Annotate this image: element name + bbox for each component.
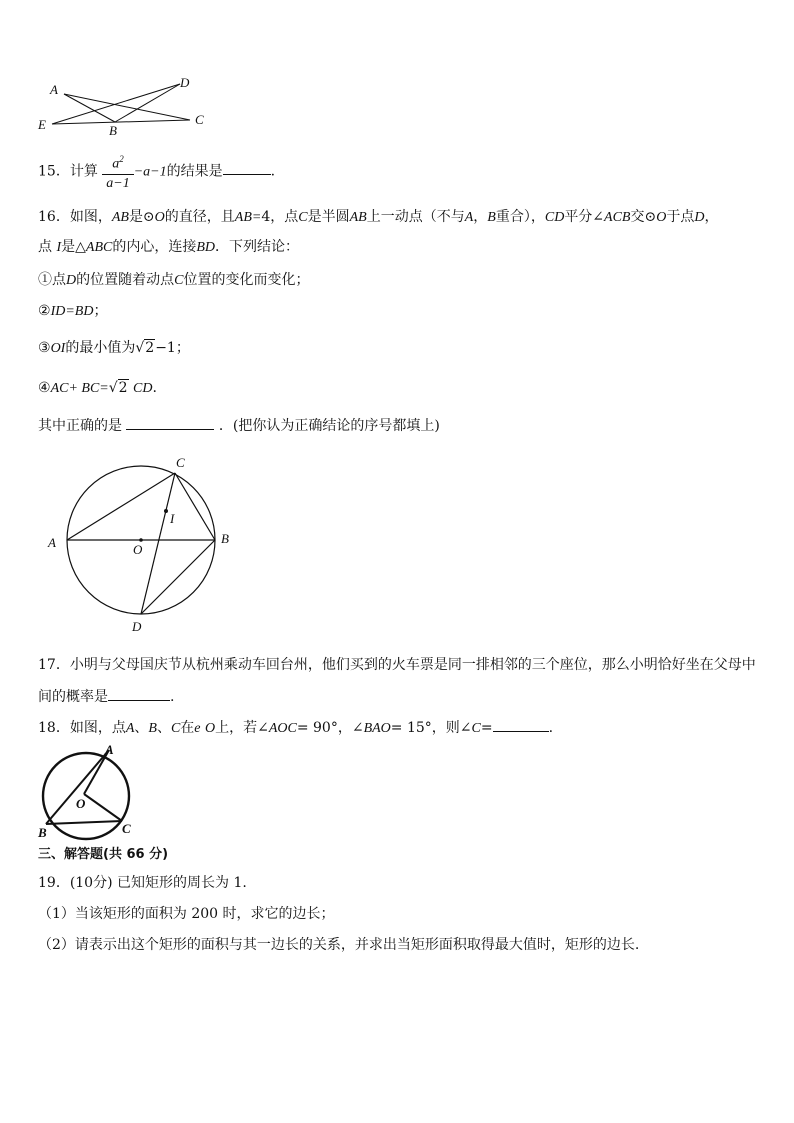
label-B: B — [109, 123, 117, 138]
q18-answer-blank[interactable] — [493, 717, 549, 732]
label-O: O — [133, 542, 143, 557]
t: AB — [349, 210, 367, 225]
q15-suffix: 的结果是 — [166, 163, 223, 180]
q16-answer-blank[interactable] — [126, 415, 214, 430]
small-circle-figure — [34, 742, 144, 842]
label-B: B — [38, 825, 47, 840]
t: AB= — [234, 210, 262, 225]
t: 4，点 — [261, 209, 299, 225]
t: . — [548, 720, 554, 736]
t: BD — [196, 240, 216, 255]
t: ABC — [85, 240, 113, 255]
t: = 15°，则∠ — [390, 720, 472, 736]
question-17-line1 — [38, 655, 756, 675]
q15-end: . — [270, 163, 276, 180]
t: OI — [50, 341, 66, 356]
t: 16．如图， — [38, 209, 112, 225]
question-19-line2 — [38, 904, 335, 924]
t: ； — [175, 340, 190, 356]
t: ② — [38, 303, 51, 319]
q15-answer-blank[interactable] — [223, 160, 271, 175]
t: CD — [544, 210, 565, 225]
sqrt-symbol: √2 — [135, 340, 155, 356]
q16-conclusion-3 — [38, 338, 190, 359]
label-C: C — [122, 821, 131, 836]
t: 2 — [118, 380, 128, 396]
t: 上一动点（不与 — [366, 209, 465, 225]
label-D: D — [132, 619, 142, 634]
t: B — [148, 721, 157, 736]
label-A: A — [105, 742, 114, 757]
label-B: B — [221, 531, 229, 546]
t: ③ — [38, 340, 51, 356]
t: D — [66, 273, 77, 288]
t: 17．小明与父母国庆节从杭州乘动车回台州，他们买到的火车票是同一排相邻的三个座位，那么小明恰好坐在父母中 — [38, 657, 756, 673]
t: 2 — [145, 340, 155, 356]
label-O: O — [76, 796, 86, 811]
t: C — [298, 210, 308, 225]
label-A: A — [50, 82, 58, 97]
t: 于点 — [666, 209, 695, 225]
section-3-heading: 三、解答题(共 66 分) — [38, 847, 169, 862]
question-19-line3 — [38, 935, 639, 955]
t: 的内心，连接 — [112, 239, 197, 255]
t: ， — [704, 209, 719, 225]
t: ACB — [604, 210, 631, 225]
t: 上，若∠ — [215, 720, 269, 736]
t: （2）请表示出这个矩形的面积与其一边长的关系，并求出当矩形面积取得最大值时，矩形的边长. — [38, 937, 640, 953]
question-17-line2 — [38, 686, 174, 707]
q15-num: a — [112, 156, 120, 172]
t: ．(把你认为正确结论的序号都填上) — [218, 418, 440, 434]
question-16-line1 — [38, 207, 718, 228]
q15-middle: −a−1 — [133, 164, 167, 180]
t: BAO — [363, 721, 391, 736]
t: A — [125, 721, 135, 736]
t: 是⊙ — [128, 209, 155, 225]
t: 在 — [180, 720, 195, 736]
t: O — [656, 210, 667, 225]
t: 位置的变化而变化； — [183, 272, 310, 288]
label-I: I — [170, 511, 175, 526]
t: 平分∠ — [564, 209, 605, 225]
q16-conclusion-2 — [38, 301, 107, 322]
t: O — [154, 210, 165, 225]
sqrt-symbol: √2 — [108, 380, 128, 396]
t: 交⊙ — [630, 209, 657, 225]
question-16-line2 — [38, 237, 299, 258]
q15-num-exp: 2 — [119, 154, 124, 164]
t: 、 — [156, 720, 171, 736]
t: D — [694, 210, 705, 225]
label-C: C — [195, 112, 204, 127]
t: . — [152, 380, 157, 396]
t: AB — [111, 210, 129, 225]
t: C — [174, 273, 184, 288]
t: O — [204, 721, 216, 736]
t: 是△ — [61, 239, 86, 255]
t: B — [487, 210, 496, 225]
q16-conclusion-4 — [38, 378, 157, 399]
q16-answer-line — [38, 415, 440, 436]
t: C — [471, 721, 481, 736]
t: 18．如图，点 — [38, 720, 126, 736]
t: AOC — [268, 721, 297, 736]
label-E: E — [38, 117, 46, 132]
t: . — [170, 689, 175, 705]
t: = — [480, 720, 493, 736]
top-figure — [34, 74, 214, 140]
t: = 90°，∠ — [296, 720, 364, 736]
t: A — [464, 210, 474, 225]
t: 的直径，且 — [164, 209, 235, 225]
t: e — [194, 721, 201, 736]
t: 的最小值为 — [65, 340, 136, 356]
t: 间的概率是 — [38, 689, 108, 705]
circle-figure — [40, 448, 240, 638]
t: 点 — [38, 239, 57, 255]
t: ， — [473, 209, 488, 225]
t: AC+ BC= — [50, 381, 109, 396]
question-18 — [38, 717, 553, 739]
label-D: D — [180, 75, 190, 90]
t: ； — [93, 303, 108, 319]
t: 其中正确的是 — [38, 418, 122, 434]
t: ．下列结论： — [215, 239, 300, 255]
q15-prefix: 15．计算 — [38, 163, 98, 180]
t: 是半圆 — [307, 209, 350, 225]
t: ID=BD — [50, 304, 94, 319]
t: 重合）， — [495, 209, 545, 225]
q15-den: a−1 — [102, 174, 133, 193]
q15-fraction — [102, 150, 133, 193]
t: ①点 — [38, 272, 66, 288]
label-A: A — [48, 535, 56, 550]
label-C: C — [176, 455, 185, 470]
question-19-line1 — [38, 873, 247, 893]
t: 19．(10分) 已知矩形的周长为 1. — [38, 875, 247, 891]
t: I — [56, 240, 62, 255]
t: 、 — [134, 720, 149, 736]
question-15 — [38, 150, 275, 193]
q16-conclusion-1 — [38, 270, 309, 291]
t: CD — [133, 381, 153, 396]
t: 的位置随着动点 — [76, 272, 175, 288]
t: ④ — [38, 380, 51, 396]
t: C — [170, 721, 181, 736]
t: （1）当该矩形的面积为 200 时，求它的边长； — [38, 906, 335, 922]
t: −1 — [155, 340, 176, 356]
q17-answer-blank[interactable] — [108, 686, 170, 701]
